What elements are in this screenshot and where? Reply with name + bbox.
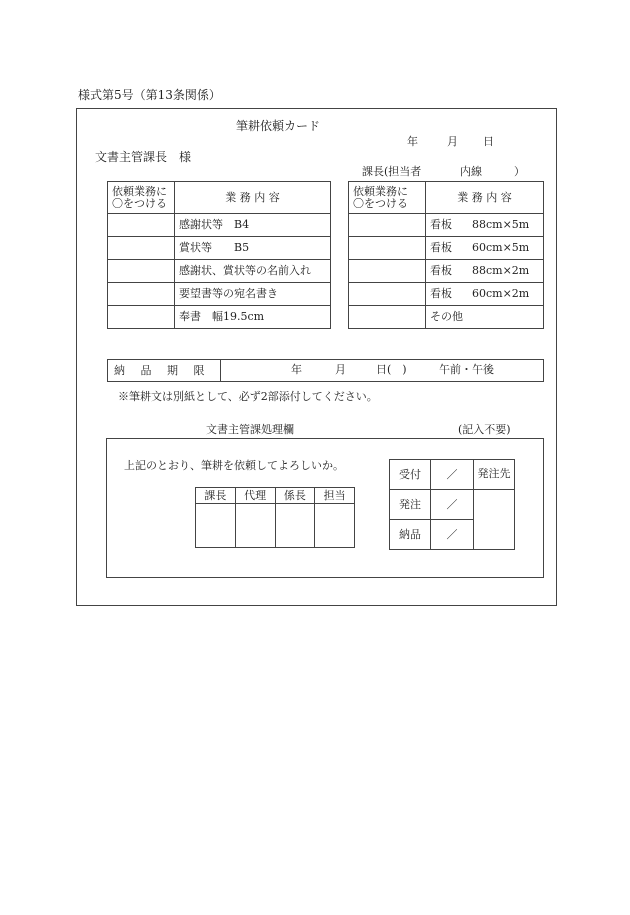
date-day: 日 (483, 135, 494, 148)
mark-cell[interactable] (108, 260, 175, 283)
addressee: 文書主管課長 様 (95, 150, 192, 164)
delivery-month: 月 (335, 363, 346, 376)
work-content: 感謝状等 B4 (175, 214, 331, 237)
destination-cell[interactable] (474, 490, 515, 550)
work-content: 奉書 幅19.5cm (175, 306, 331, 329)
work-content: 要望書等の宛名書き (175, 283, 331, 306)
status-slash[interactable]: ／ (431, 490, 474, 520)
extension-label: 内線 (460, 165, 482, 178)
work-item: 看板 (430, 218, 452, 231)
card-title: 筆耕依頼カード (236, 119, 321, 133)
status-slash[interactable]: ／ (431, 460, 474, 490)
stamp-row (196, 504, 355, 548)
processing-title: 文書主管課処理欄 (206, 423, 294, 436)
work-content (426, 260, 544, 283)
status-row (390, 490, 515, 520)
stamp-cell[interactable] (315, 504, 355, 548)
work-size: 60cm×5m (472, 241, 530, 254)
delivery-year: 年 (291, 363, 302, 376)
work-item: 看板 (430, 241, 452, 254)
date-month: 月 (447, 135, 458, 148)
right-work-table (348, 181, 544, 329)
stamp-cell[interactable] (196, 504, 236, 548)
table-row (108, 260, 331, 283)
requester-label: 課長(担当者 (362, 165, 422, 178)
delivery-date-field[interactable] (221, 360, 544, 382)
table-row (349, 260, 544, 283)
delivery-day: 日( ) (376, 363, 407, 376)
work-size: 88cm×2m (472, 264, 530, 277)
mark-cell[interactable] (108, 306, 175, 329)
left-work-table (107, 181, 331, 329)
stamp-header: 課長 (196, 488, 236, 504)
mark-cell[interactable] (349, 214, 426, 237)
left-mark-header-line2: 〇をつける (112, 196, 167, 210)
mark-cell[interactable] (108, 237, 175, 260)
work-content: 感謝状、賞状等の名前入れ (175, 260, 331, 283)
work-content (426, 306, 544, 329)
mark-cell[interactable] (349, 260, 426, 283)
delivery-ampm: 午前・午後 (439, 363, 494, 376)
table-row (108, 214, 331, 237)
right-mark-header-line1: 依頼業務に (353, 184, 408, 198)
form-number: 様式第5号（第13条関係） (78, 88, 221, 102)
status-label: 発注 (390, 490, 431, 520)
work-item: 看板 (430, 287, 452, 300)
mark-cell[interactable] (349, 237, 426, 260)
work-content (426, 237, 544, 260)
status-table (389, 459, 515, 550)
work-item: 看板 (430, 264, 452, 277)
left-mark-header-line1: 依頼業務に (112, 184, 167, 198)
right-mark-header-line2: 〇をつける (353, 196, 408, 210)
work-size: 88cm×5m (472, 218, 530, 231)
left-content-header: 業 務 内 容 (175, 182, 331, 214)
destination-label: 発注先 (474, 460, 515, 490)
work-item: その他 (430, 310, 463, 323)
stamp-header: 係長 (275, 488, 315, 504)
status-slash[interactable]: ／ (431, 520, 474, 550)
right-content-header: 業 務 内 容 (426, 182, 544, 214)
approval-text: 上記のとおり、筆耕を依頼してよろしいか。 (124, 459, 344, 472)
table-row (349, 214, 544, 237)
right-mark-header (349, 182, 426, 214)
mark-cell[interactable] (349, 306, 426, 329)
mark-cell[interactable] (108, 283, 175, 306)
work-content (426, 214, 544, 237)
requester-close: ） (514, 165, 525, 178)
table-row (108, 237, 331, 260)
processing-note: (記入不要) (458, 423, 511, 436)
left-table-header (108, 182, 331, 214)
left-mark-header (108, 182, 175, 214)
mark-cell[interactable] (349, 283, 426, 306)
table-row (108, 283, 331, 306)
work-content: 賞状等 B5 (175, 237, 331, 260)
stamp-cell[interactable] (235, 504, 275, 548)
attachment-note: ※筆耕文は別紙として、必ず2部添付してください。 (118, 390, 378, 403)
stamp-header: 代理 (235, 488, 275, 504)
right-table-header (349, 182, 544, 214)
delivery-label: 納 品 期 限 (108, 360, 221, 382)
delivery-deadline-table (107, 359, 544, 382)
status-label: 受付 (390, 460, 431, 490)
status-row (390, 460, 515, 490)
stamp-cell[interactable] (275, 504, 315, 548)
work-content (426, 283, 544, 306)
stamp-header-row (196, 488, 355, 504)
date-year: 年 (407, 135, 418, 148)
table-row (349, 306, 544, 329)
table-row (108, 306, 331, 329)
stamp-table (195, 487, 355, 548)
stamp-header: 担当 (315, 488, 355, 504)
status-label: 納品 (390, 520, 431, 550)
table-row (349, 283, 544, 306)
work-size: 60cm×2m (472, 287, 530, 300)
mark-cell[interactable] (108, 214, 175, 237)
table-row (349, 237, 544, 260)
